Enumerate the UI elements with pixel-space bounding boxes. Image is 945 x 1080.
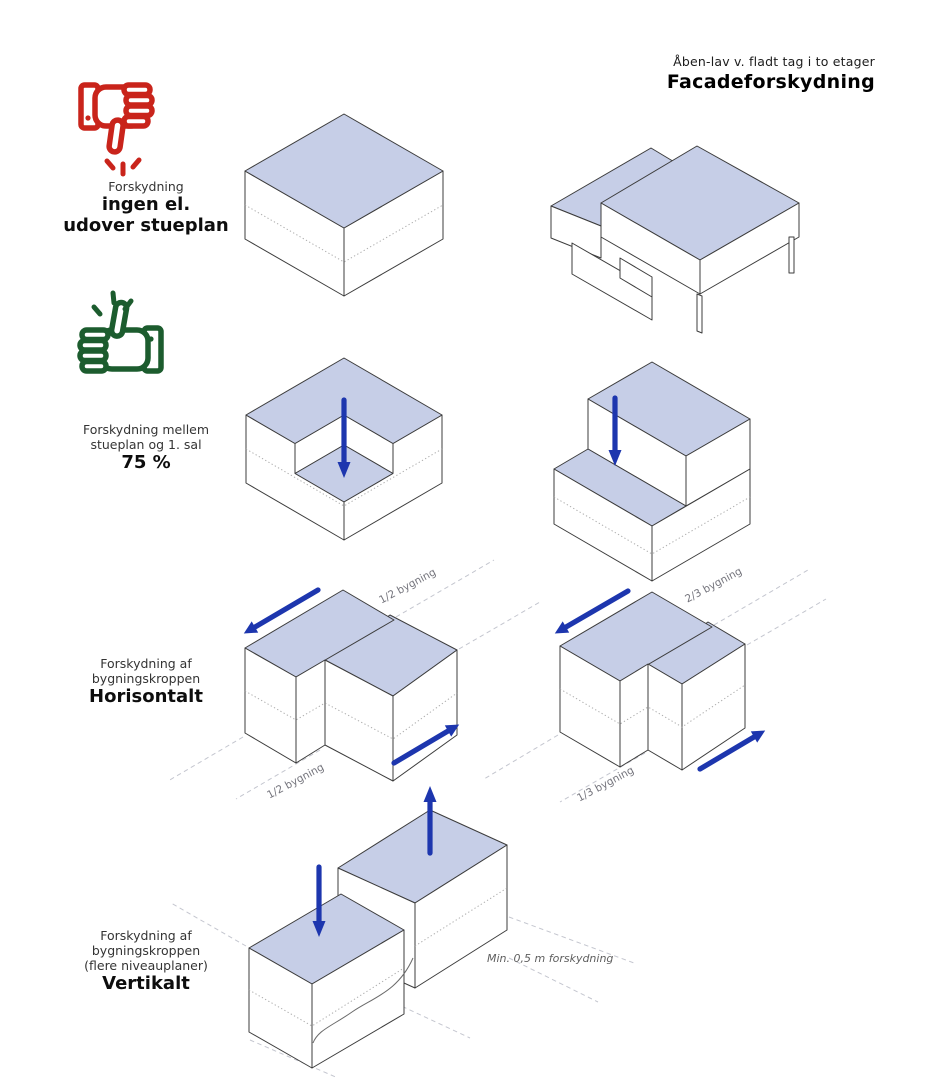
label-small-line: Forskydning af [100,928,192,943]
header-subtitle: Åben-lav v. fladt tag i to etager [673,54,875,69]
label-small-line: Forskydning af [100,656,192,671]
label-bold-line: udover stueplan [63,215,229,236]
label-bold-line: 75 % [121,452,171,473]
page-title: Facadeforskydning [666,71,875,93]
label-small-line: bygningskroppen [91,943,201,958]
fraction-label-top: 2/3 bygning [683,565,745,606]
label-small-line: (flere niveauplaner) [84,958,208,973]
min-offset-note: Min. 0,5 m forskydning [487,952,614,965]
label-row-1 [51,179,241,236]
piloti-column [697,294,702,333]
fraction-label-top: 1/2 bygning [377,566,439,607]
thumbs-down-icon [74,78,169,178]
fraction-label-bottom: 1/3 bygning [575,764,637,805]
diagram-vertical-offset [160,780,640,1080]
label-bold-line: Vertikalt [102,973,190,994]
header [667,54,875,93]
fraction-label-bottom: 1/2 bygning [265,761,327,802]
piloti-column [789,237,794,273]
label-bold-line: ingen el. [101,194,191,215]
label-small-line: Forskydning mellem [82,422,210,437]
diagram-setback-building [548,355,763,590]
label-small-line: bygningskroppen [91,671,201,686]
label-small-line: Forskydning [108,179,184,194]
label-bold-line: Horisontalt [89,686,203,707]
diagram-no-displacement-box [236,104,452,304]
label-small-line: stueplan og 1. sal [90,437,202,452]
thumbs-up-icon [74,288,169,388]
diagram-cantilever-building [545,140,807,340]
label-row-2 [51,422,241,473]
diagram-horizontal-offset-thirds [470,556,860,818]
diagram-recessed-corner-box [236,352,452,552]
